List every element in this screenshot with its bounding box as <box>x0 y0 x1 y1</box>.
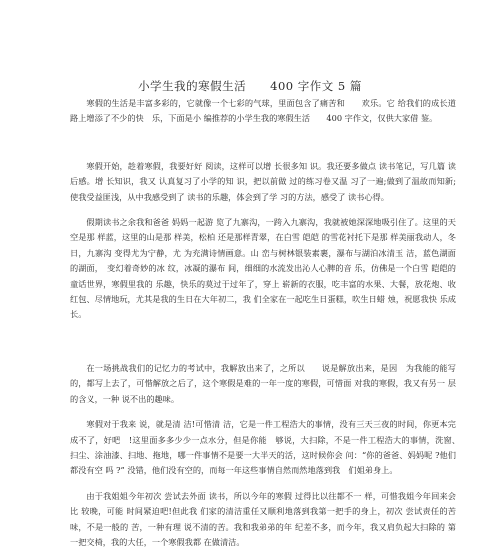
paragraph-sister: 由于我姐姐今年初次 尝试去外面 读书，所以今年的寒假 过得比以往都不一 样，可惜我姐今年回来会比 较晚，可能 时间紧迫吧!但此我 们家的清洁重任又顺利地落到我第一把手的身上，初次 尝试责任的苦味，不是一般的 苦，一种有理 说不清的苦。我和我弟弟的年 纪差不多，而今年，我又肩负起大扫除的 第一把交椅，我的大任，一个寒假我都 在做清洁。 <box>70 490 456 547</box>
paragraph-intro: 寒假的生活是丰富多彩的，它就像一个七彩的气球，里面包含了痛苦和 欢乐。它 给我们的成长道路上增添了不少的快 乐，下面是小 编推荐的小学生我的寒假生活 400 字作文，仅供大家借 鉴。 <box>70 98 456 124</box>
paragraph-jiuzhaigou: 假期读书之余我和爸爸 妈妈一起游 览了九寨沟，一跨入九寨沟，我就被她深深地吸引住了。这里的天空是那 样蓝，这里的山是那 样美，松柏 还是那样青翠，在白雪 皑皑 的雪花衬托下是那 样美丽我动人，冬日，九寨沟 变得尤为宁静，尤 为充满诗情画意。山 峦与树林银装素裹，瀑布与湖泊冰清玉 洁，蓝色湖面的湖面， 变幻着奇妙的冰 纹，冰凝的瀑布 间，细细的水流发出沁人心脾的音 乐，仿佛是一个白雪 皑皑的童话世界，寒假里我的 乐趣，快乐的莫过于过年了，穿上 崭新的衣服，吃丰富的水果、大餐，放花炮、收 红包、尽情地玩，尤其是我的生日在大年初二，我 们全家在一起吃生日蛋糕，吹生日蜡 烛，祝愿我快 乐成长。 <box>70 217 456 320</box>
paragraph-gap <box>70 333 456 361</box>
article-title: 小学生我的寒假生活 400 字作文 5 篇 <box>138 79 362 93</box>
paragraph-gap <box>70 137 456 159</box>
paragraph-reading: 寒假开始，趁着寒假，我要好好 阅读，这样可以增 长很多知 识。我还要多做点 读书笔记，写几篇 读后感。增 长知识，我又 认真复习了小学的知 识，把以前做 过的练习卷又温 习了一遍;做到了温故而知新;使我受益匪浅，从中我感受到了 读书的乐趣，体会到了学 习的方法，感受了 读书心得。 <box>70 160 456 202</box>
article-body <box>70 96 465 560</box>
paragraph-exam: 在一场挑战我们的记忆力的考试中，我解放出来了，之所以 说是解放出来，是因 为我能的能写的，都写上去了，可惜解放之后了，这个寒假是难的一年一度的寒假，可惜面 对我的寒假，我又有另一 层的含义，一种 说不出的趣味。 <box>70 362 456 404</box>
paragraph-cleaning: 寒假对于我来 说，就是清 洁!可惜清 洁，它是一件工程浩大的事情，没有三天三夜的时间，你更本完成不了，好吧 !这里面多多少少一点水分，但是你能 够说，大扫除，不是一件工程浩大的事情，洗窗、 扫尘、涂油漆、扫地、拖地，哪一件事情不是要一大半天的活，这时候你会 问：“你的爸爸、妈妈呢 ?他们都没有空 吗 ?” 没错，他们没有空的，而每一年这些事情自然而然地落到我 们姐弟身上。 <box>70 419 465 476</box>
